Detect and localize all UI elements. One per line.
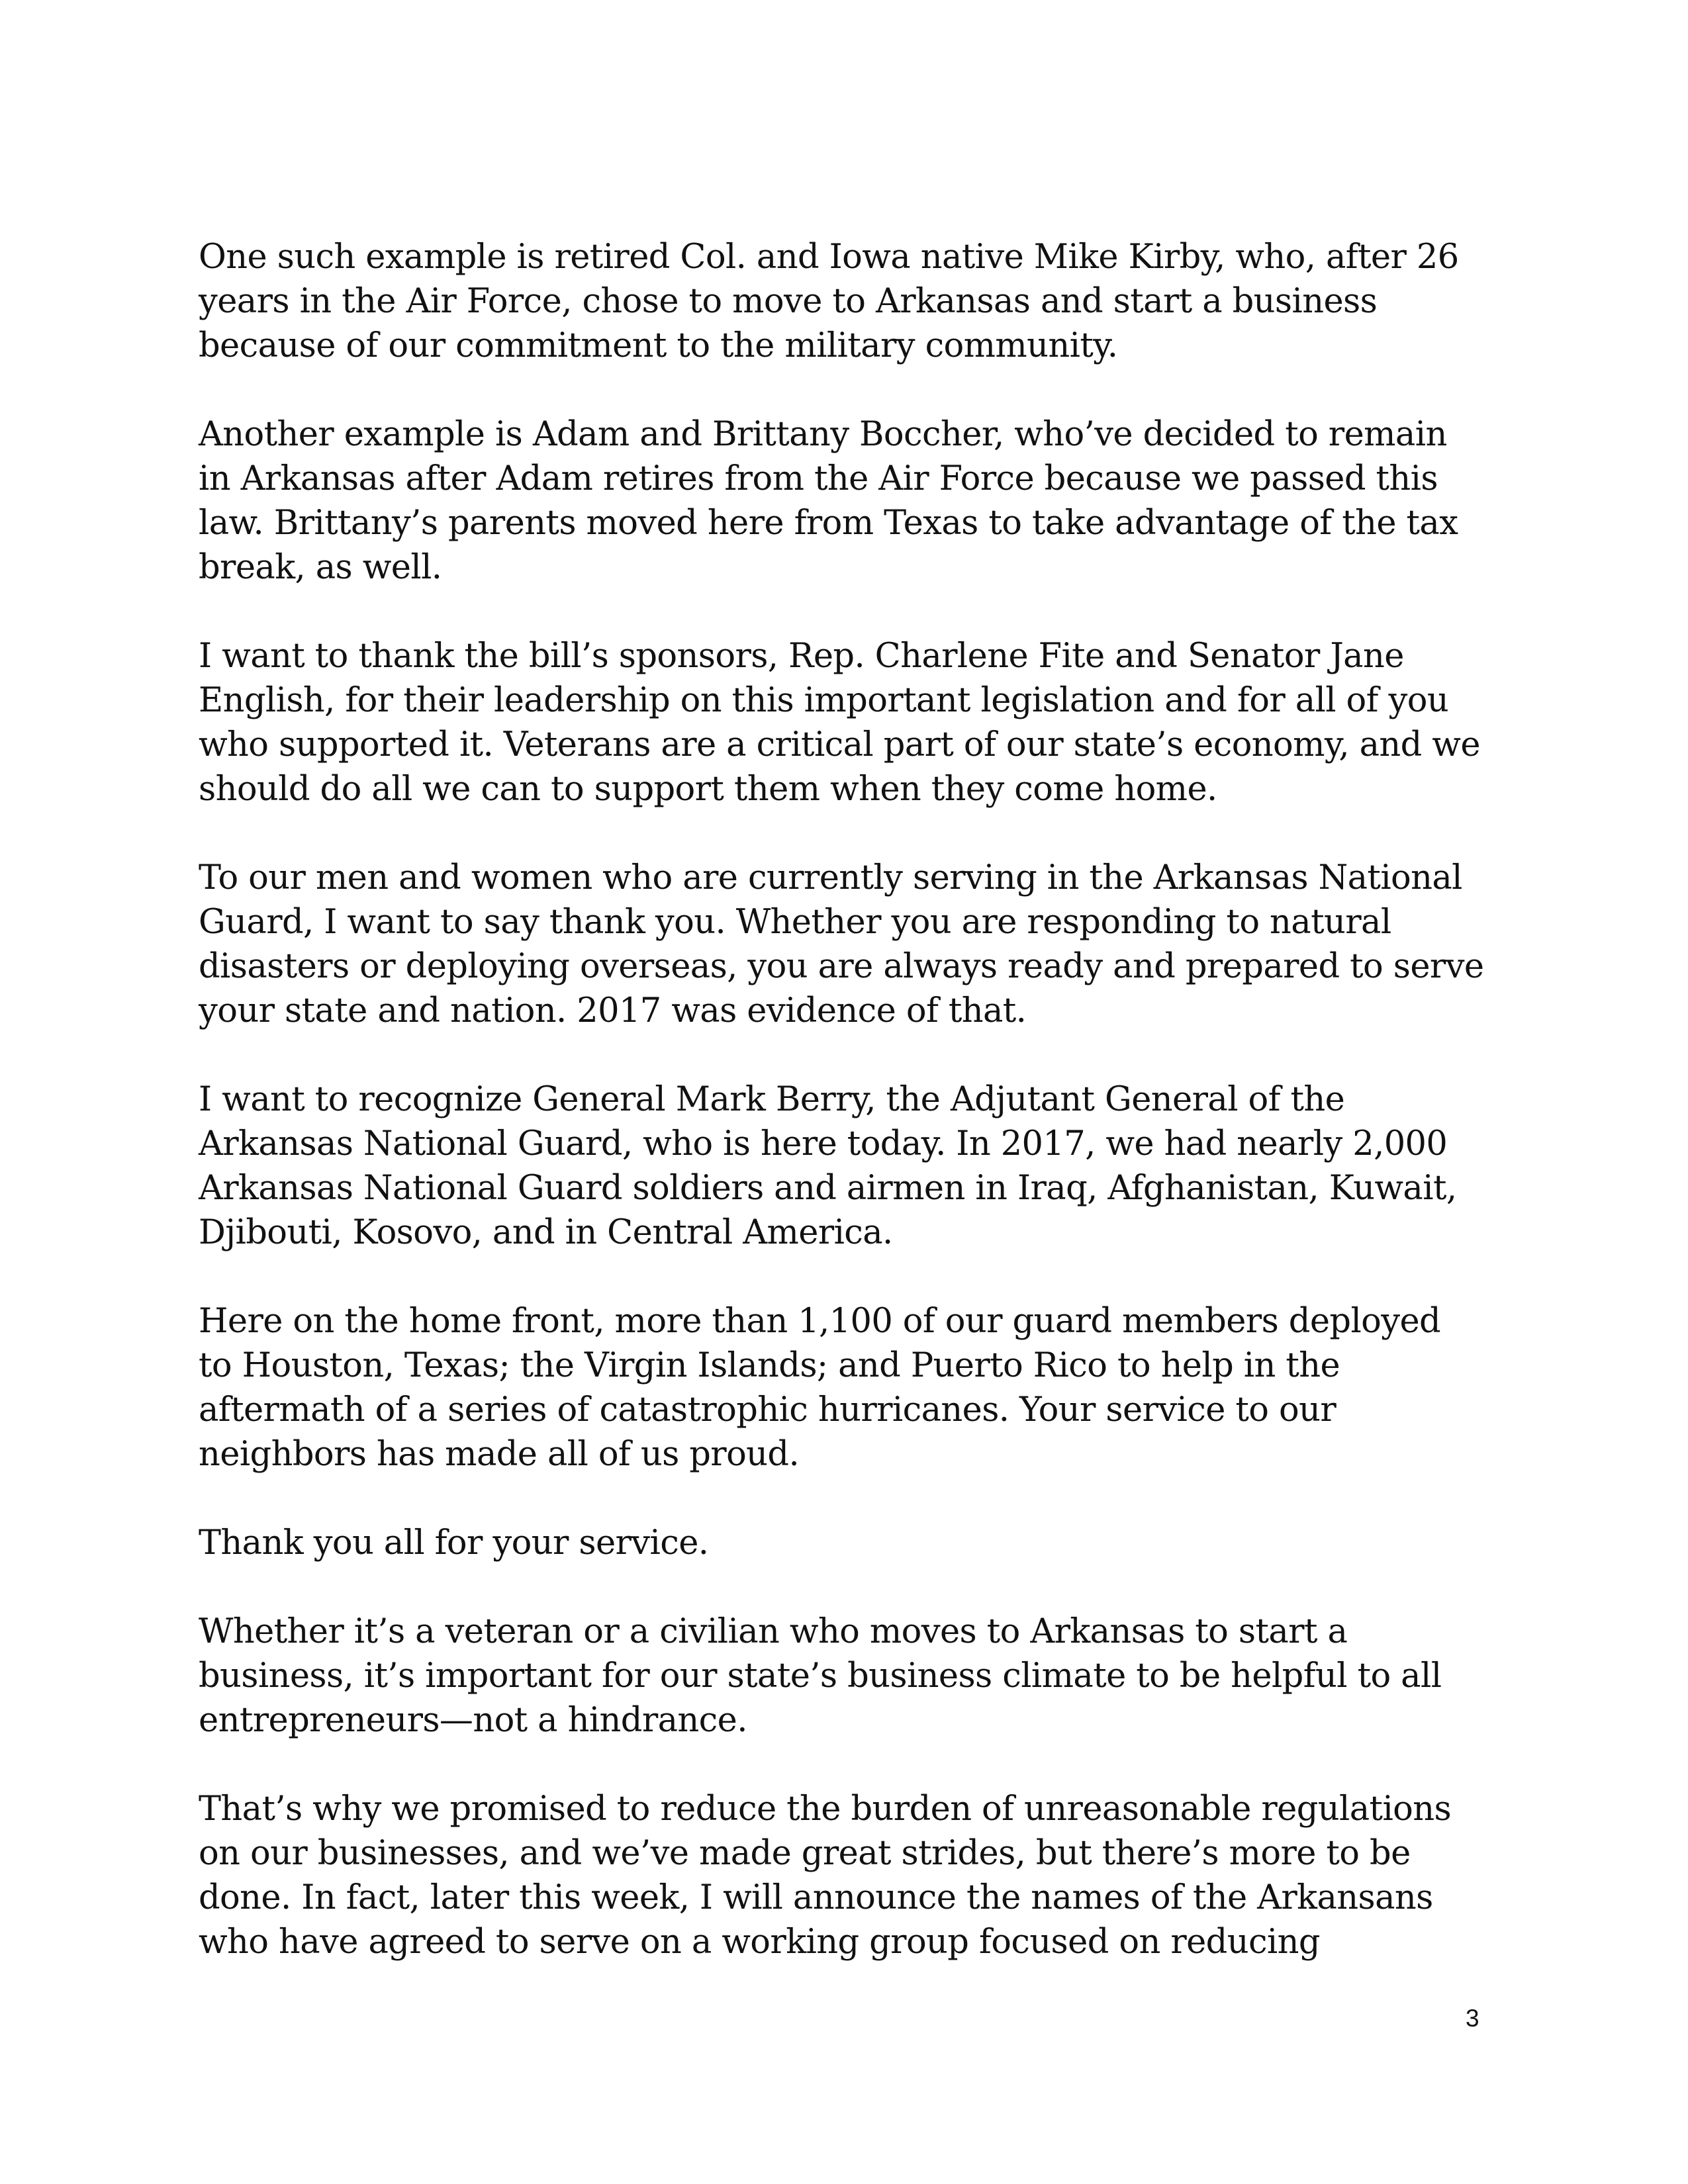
text-line: in Arkansas after Adam retires from the Air Force because we passed this <box>199 459 1438 498</box>
paragraph <box>199 1299 1496 1477</box>
speech-body <box>199 235 1496 1964</box>
text-line: I want to thank the bill’s sponsors, Rep. Charlene Fite and Senator Jane <box>199 637 1404 676</box>
text-line: done. In fact, later this week, I will announce the names of the Arkansans <box>199 1878 1433 1917</box>
text-line: Thank you all for your service. <box>199 1524 709 1563</box>
text-line: years in the Air Force, chose to move to Arkansas and start a business <box>199 282 1378 321</box>
paragraph <box>199 634 1496 811</box>
paragraph <box>199 856 1496 1033</box>
paragraph <box>199 1077 1496 1255</box>
paragraph <box>199 412 1496 590</box>
text-line: One such example is retired Col. and Iowa native Mike Kirby, who, after 26 <box>199 238 1459 277</box>
text-line: aftermath of a series of catastrophic hurricanes. Your service to our <box>199 1390 1336 1430</box>
text-line: who have agreed to serve on a working group focused on reducing <box>199 1923 1320 1962</box>
text-line: Arkansas National Guard, who is here today. In 2017, we had nearly 2,000 <box>199 1124 1448 1163</box>
text-line: business, it’s important for our state’s business climate to be helpful to all <box>199 1657 1442 1696</box>
text-line: Whether it’s a veteran or a civilian who moves to Arkansas to start a <box>199 1612 1348 1651</box>
text-line: Here on the home front, more than 1,100 of our guard members deployed <box>199 1302 1441 1341</box>
text-line: I want to recognize General Mark Berry, the Adjutant General of the <box>199 1080 1345 1119</box>
text-line: who supported it. Veterans are a critical part of our state’s economy, and we <box>199 725 1480 764</box>
text-line: should do all we can to support them when they come home. <box>199 770 1217 809</box>
paragraph <box>199 1521 1496 1565</box>
text-line: English, for their leadership on this important legislation and for all of you <box>199 681 1449 720</box>
text-line: Arkansas National Guard soldiers and airmen in Iraq, Afghanistan, Kuwait, <box>199 1169 1457 1208</box>
text-line: Djibouti, Kosovo, and in Central America. <box>199 1213 893 1252</box>
text-line: That’s why we promised to reduce the burden of unreasonable regulations <box>199 1790 1452 1829</box>
text-line: To our men and women who are currently serving in the Arkansas National <box>199 858 1462 897</box>
paragraph <box>199 1787 1496 1964</box>
text-line: to Houston, Texas; the Virgin Islands; and Puerto Rico to help in the <box>199 1346 1340 1385</box>
text-line: disasters or deploying overseas, you are always ready and prepared to serve <box>199 947 1484 986</box>
page-number: 3 <box>1466 2005 1479 2032</box>
text-line: break, as well. <box>199 548 442 587</box>
text-line: on our businesses, and we’ve made great strides, but there’s more to be <box>199 1834 1411 1873</box>
text-line: Another example is Adam and Brittany Boccher, who’ve decided to remain <box>199 415 1447 454</box>
text-line: law. Brittany’s parents moved here from Texas to take advantage of the tax <box>199 504 1458 543</box>
text-line: because of our commitment to the military community. <box>199 326 1118 365</box>
text-line: entrepreneurs—not a hindrance. <box>199 1701 747 1740</box>
text-line: your state and nation. 2017 was evidence of that. <box>199 991 1027 1030</box>
paragraph <box>199 1610 1496 1743</box>
paragraph <box>199 235 1496 368</box>
text-line: neighbors has made all of us proud. <box>199 1435 800 1474</box>
text-line: Guard, I want to say thank you. Whether you are responding to natural <box>199 903 1391 942</box>
